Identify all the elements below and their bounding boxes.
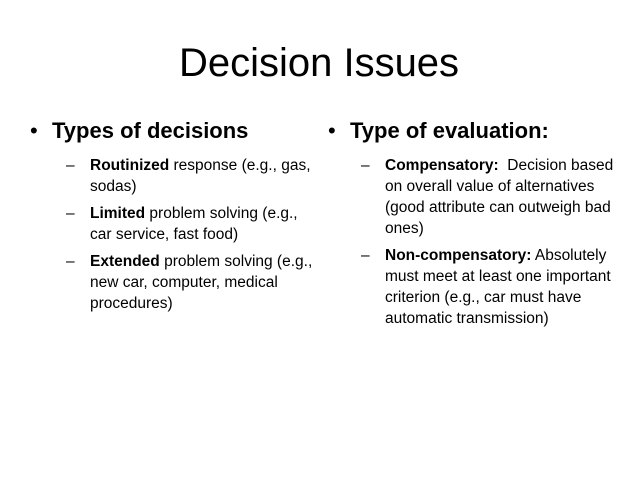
list-item-text (90, 251, 320, 314)
dash-icon: – (66, 205, 75, 222)
list-item (361, 245, 628, 329)
list-item (66, 203, 320, 245)
list-item (361, 155, 628, 239)
dash-icon: – (361, 247, 370, 264)
dash-icon: – (361, 157, 370, 174)
item-description: problem solving (e.g., car service, fast food) (90, 205, 298, 243)
bullet-icon: • (30, 118, 38, 143)
left-column (30, 117, 320, 320)
list-item-text (90, 155, 320, 197)
item-keyword: Routinized (90, 157, 170, 174)
item-keyword: Limited (90, 205, 146, 222)
list-item-text (385, 245, 628, 329)
bullet-icon: • (328, 118, 336, 143)
left-heading: Types of decisions (52, 118, 249, 143)
dash-icon: – (66, 157, 75, 174)
dash-icon: – (66, 253, 75, 270)
item-description: problem solving (e.g., new car, computer, medical procedures) (90, 253, 313, 312)
slide-title: Decision Issues (178, 41, 460, 85)
list-item-text (385, 155, 628, 239)
item-keyword: Non-compensatory: (385, 247, 532, 264)
item-description: Decision based on overall value of alternatives (good attribute can outweigh bad ones) (385, 157, 618, 237)
bullet-type-of-evaluation (328, 117, 628, 145)
list-item (66, 155, 320, 197)
item-description: response (e.g., gas, sodas) (90, 157, 311, 195)
item-keyword: Extended (90, 253, 160, 270)
right-column (328, 117, 628, 335)
item-description: Absolutely must meet at least one important criterion (e.g., car must have automatic transmission) (385, 247, 611, 327)
list-item (66, 251, 320, 314)
bullet-types-of-decisions (30, 117, 320, 145)
list-item-text (90, 203, 320, 245)
right-heading: Type of evaluation: (350, 118, 549, 143)
item-keyword: Compensatory: (385, 157, 499, 174)
